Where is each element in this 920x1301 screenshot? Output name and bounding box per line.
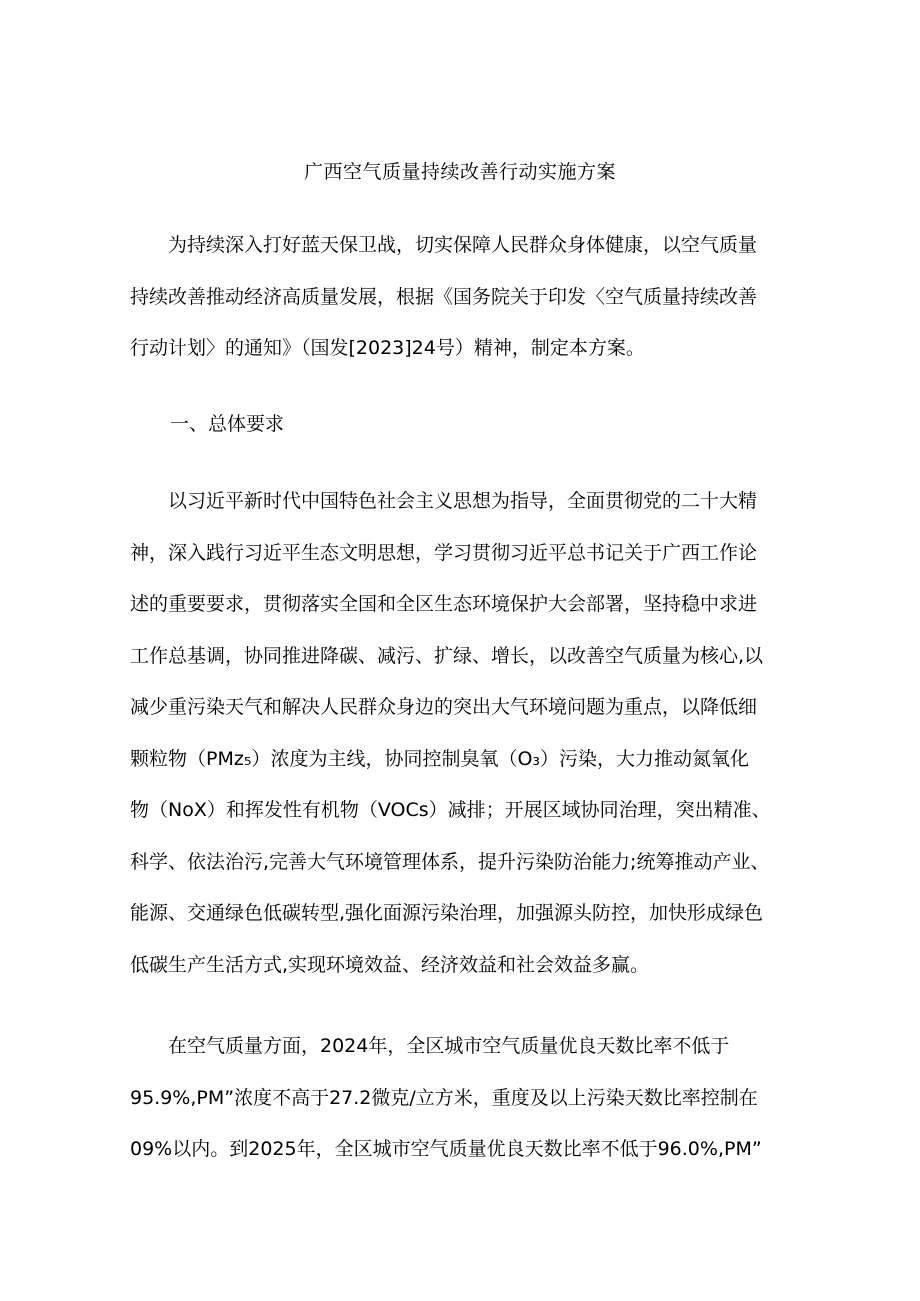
- paragraph-line: 物（NoX）和挥发性有机物（VOCs）减排；开展区域协同治理，突出精准、: [130, 799, 771, 821]
- paragraph-line: 持续改善推动经济高质量发展，根据《国务院关于印发〈空气质量持续改善: [130, 285, 758, 308]
- document-title: 广西空气质量持续改善行动实施方案: [303, 161, 616, 183]
- paragraph-line: 在空气质量方面，2024年，全区城市空气质量优良天数比率不低于: [168, 1035, 730, 1057]
- paragraph-line: 低碳生产生活方式,实现环境效益、经济效益和社会效益多赢。: [130, 953, 650, 976]
- section-heading: 一、总体要求: [170, 413, 285, 435]
- paragraph-line: 以习近平新时代中国特色社会主义思想为指导，全面贯彻党的二十大精: [168, 490, 758, 512]
- paragraph-line: 能源、交通绿色低碳转型,强化面源污染治理，加强源头防控，加快形成绿色: [130, 902, 764, 924]
- general-requirements-paragraph: [130, 476, 810, 991]
- air-quality-targets-paragraph: [130, 1021, 810, 1176]
- paragraph-line: 神，深入践行习近平生态文明思想，学习贯彻习近平总书记关于广西工作论: [130, 541, 758, 564]
- paragraph-line: 工作总基调，协同推进降碳、减污、扩绿、增长，以改善空气质量为核心,以: [130, 644, 764, 667]
- intro-paragraph: [130, 220, 810, 375]
- paragraph-line: 科学、依法治污,完善大气环境管理体系，提升污染防治能力;统筹推动产业、: [130, 850, 770, 873]
- paragraph-line: 95.9%,PM”浓度不高于27.2微克/立方米，重度及以上污染天数比率控制在: [130, 1086, 758, 1109]
- paragraph-line: 为持续深入打好蓝天保卫战，切实保障人民群众身体健康，以空气质量: [168, 234, 758, 256]
- paragraph-line: 09%以内。到2025年，全区城市空气质量优良天数比率不低于96.0%,PM”: [130, 1138, 762, 1160]
- paragraph-line: 行动计划〉的通知》（国发[2023]24号）精神，制定本方案。: [130, 337, 645, 359]
- paragraph-line: 颗粒物（PMz₅）浓度为主线，协同控制臭氧（O₃）污染，大力推动氮氧化: [130, 747, 750, 770]
- paragraph-line: 述的重要要求，贯彻落实全国和全区生态环境保护大会部署，坚持稳中求进: [130, 593, 758, 615]
- paragraph-line: 减少重污染天气和解决人民群众身边的突出大气环境问题为重点，以降低细: [130, 696, 758, 718]
